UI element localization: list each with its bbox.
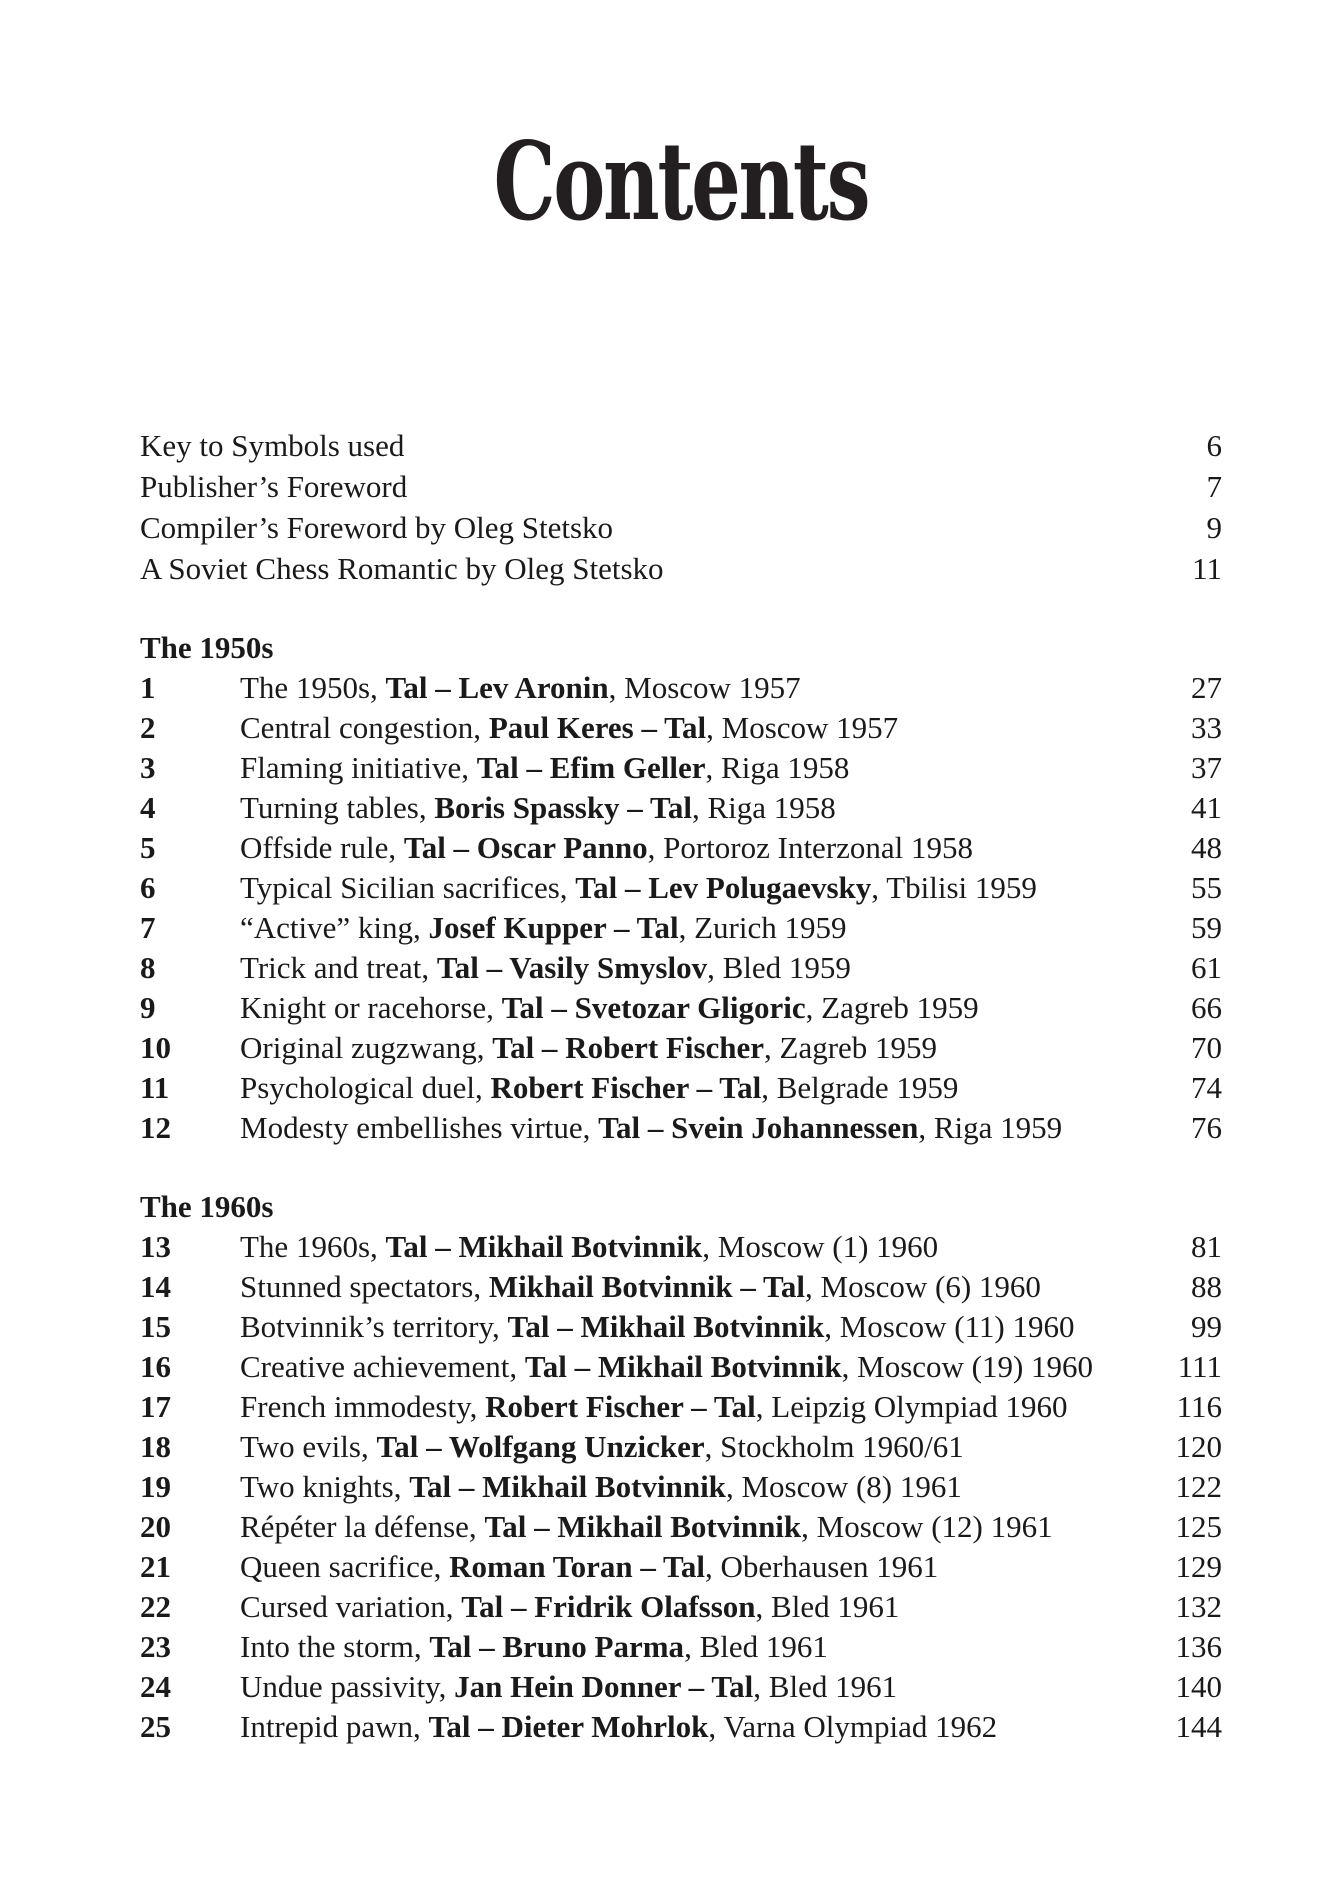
entry-title-prefix: Répéter la défense, — [240, 1509, 485, 1544]
game-number: 5 — [140, 830, 156, 865]
toc-entry — [140, 988, 1222, 1028]
toc-entry — [140, 1667, 1222, 1707]
entry-players: Boris Spassky – Tal — [434, 790, 692, 825]
game-number: 19 — [140, 1469, 171, 1504]
entry-page-number: 6 — [1206, 428, 1222, 463]
entry-title-prefix: Cursed variation, — [240, 1589, 462, 1624]
toc-entry — [140, 708, 1222, 748]
entry-title-prefix: Turning tables, — [240, 790, 435, 825]
game-number: 23 — [140, 1629, 171, 1664]
entry-page-number: 59 — [1191, 910, 1222, 945]
game-number: 21 — [140, 1549, 171, 1584]
entry-players: Tal – Wolfgang Unzicker — [376, 1429, 705, 1464]
game-number: 7 — [140, 910, 156, 945]
entry-players: Tal – Oscar Panno — [403, 830, 648, 865]
entry-players: Roman Toran – Tal — [449, 1549, 705, 1584]
toc-entry — [140, 1627, 1222, 1667]
entry-title — [240, 1227, 1179, 1267]
entry-page-number: 55 — [1191, 870, 1222, 905]
entry-title-prefix: Central congestion, — [240, 710, 489, 745]
entry-title — [240, 908, 1179, 948]
entry-page-number: 125 — [1175, 1509, 1222, 1544]
toc-entry — [140, 1307, 1222, 1347]
entry-page-number: 27 — [1191, 670, 1222, 705]
entry-title — [240, 708, 1179, 748]
table-of-contents — [140, 425, 1222, 1747]
entry-title-prefix: The 1950s, — [240, 670, 386, 705]
entry-page-number: 129 — [1175, 1549, 1222, 1584]
entry-title — [240, 1068, 1179, 1108]
entry-title — [240, 668, 1179, 708]
section-heading: The 1960s — [140, 1189, 274, 1224]
entry-title-prefix: Trick and treat, — [240, 950, 437, 985]
toc-entry — [140, 1267, 1222, 1307]
entry-title-prefix: Queen sacrifice, — [240, 1549, 450, 1584]
game-number: 18 — [140, 1429, 171, 1464]
entry-page-number: 70 — [1191, 1030, 1222, 1065]
entry-page-number: 74 — [1191, 1070, 1222, 1105]
entry-players: Tal – Mikhail Botvinnik — [524, 1349, 842, 1384]
entry-title-suffix: , Riga 1958 — [691, 790, 836, 825]
entry-title — [240, 1028, 1179, 1068]
game-number: 25 — [140, 1709, 171, 1744]
page-title: Contents — [493, 119, 869, 245]
entry-title — [240, 948, 1179, 988]
entry-title — [240, 868, 1179, 908]
entry-page-number: 116 — [1176, 1389, 1222, 1424]
entry-title: Publisher’s Foreword — [140, 469, 408, 504]
entry-page-number: 111 — [1177, 1349, 1222, 1384]
entry-page-number: 41 — [1191, 790, 1222, 825]
entry-title — [240, 1387, 1165, 1427]
game-number: 16 — [140, 1349, 171, 1384]
entry-players: Tal – Mikhail Botvinnik — [385, 1229, 703, 1264]
entry-players: Tal – Mikhail Botvinnik — [409, 1469, 726, 1504]
front-matter-entry — [140, 466, 1222, 507]
entry-title-prefix: Typical Sicilian sacrifices, — [240, 870, 576, 905]
entry-title-suffix: , Moscow (1) 1960 — [702, 1229, 939, 1264]
game-number: 9 — [140, 990, 156, 1025]
entry-players: Paul Keres – Tal — [488, 710, 707, 745]
entry-page-number: 11 — [1192, 551, 1222, 586]
entry-page-number: 136 — [1175, 1629, 1222, 1664]
entry-players: Tal – Mikhail Botvinnik — [507, 1309, 825, 1344]
entry-players: Tal – Efim Geller — [476, 750, 706, 785]
entry-page-number: 37 — [1191, 750, 1222, 785]
entry-title — [240, 1307, 1179, 1347]
toc-entry — [140, 668, 1222, 708]
entry-page-number: 140 — [1175, 1669, 1222, 1704]
entry-players: Tal – Mikhail Botvinnik — [484, 1509, 802, 1544]
entry-title-suffix: , Moscow (11) 1960 — [824, 1309, 1075, 1344]
entry-title — [240, 1707, 1164, 1747]
entry-title — [240, 1587, 1164, 1627]
entry-title-suffix: , Bled 1961 — [753, 1669, 898, 1704]
game-number: 3 — [140, 750, 156, 785]
entry-title-suffix: , Bled 1961 — [755, 1589, 900, 1624]
toc-entry — [140, 948, 1222, 988]
entry-title: A Soviet Chess Romantic by Oleg Stetsko — [140, 551, 664, 586]
game-number: 15 — [140, 1309, 171, 1344]
entry-title-prefix: “Active” king, — [240, 910, 429, 945]
entry-players: Tal – Lev Polugaevsky — [575, 870, 872, 905]
entry-title-prefix: Creative achievement, — [240, 1349, 525, 1384]
game-number: 8 — [140, 950, 156, 985]
entry-title — [240, 1427, 1164, 1467]
entry-title-suffix: , Moscow (12) 1961 — [801, 1509, 1053, 1544]
entry-title — [240, 1347, 1166, 1387]
entry-title-prefix: The 1960s, — [240, 1229, 386, 1264]
entry-title-suffix: , Zagreb 1959 — [764, 1030, 938, 1065]
entry-title-prefix: Psychological duel, — [240, 1070, 491, 1105]
game-number: 2 — [140, 710, 156, 745]
entry-players: Tal – Svetozar Gligoric — [501, 990, 806, 1025]
entry-title — [240, 1667, 1164, 1707]
game-number: 13 — [140, 1229, 171, 1264]
entry-title-suffix: , Tbilisi 1959 — [871, 870, 1037, 905]
toc-entry — [140, 1467, 1222, 1507]
entry-title — [240, 1467, 1164, 1507]
entry-title-suffix: , Stockholm 1960/61 — [704, 1429, 964, 1464]
game-number: 14 — [140, 1269, 171, 1304]
entry-title: Key to Symbols used — [140, 428, 405, 463]
toc-entry — [140, 1587, 1222, 1627]
entry-title-suffix: , Zagreb 1959 — [805, 990, 979, 1025]
game-number: 20 — [140, 1509, 171, 1544]
toc-entry — [140, 748, 1222, 788]
entry-title-suffix: , Moscow 1957 — [706, 710, 899, 745]
entry-title — [240, 828, 1179, 868]
toc-entry — [140, 1068, 1222, 1108]
entry-title — [240, 988, 1179, 1028]
entry-players: Tal – Vasily Smyslov — [436, 950, 708, 985]
entry-page-number: 81 — [1191, 1229, 1222, 1264]
entry-title-suffix: , Riga 1959 — [918, 1110, 1063, 1145]
entry-players: Tal – Lev Aronin — [385, 670, 609, 705]
entry-title-suffix: , Zurich 1959 — [678, 910, 847, 945]
toc-entry — [140, 828, 1222, 868]
entry-title-suffix: , Bled 1959 — [707, 950, 851, 985]
section-heading: The 1950s — [140, 630, 274, 665]
section-1960s — [140, 1187, 1222, 1747]
entry-title-suffix: , Bled 1961 — [684, 1629, 828, 1664]
game-number: 4 — [140, 790, 156, 825]
entry-title — [240, 788, 1179, 828]
game-number: 10 — [140, 1030, 171, 1065]
entry-title-prefix: Flaming initiative, — [240, 750, 477, 785]
entry-players: Tal – Fridrik Olafsson — [461, 1589, 756, 1624]
entry-players: Tal – Bruno Parma — [429, 1629, 685, 1664]
entry-title-suffix: , Belgrade 1959 — [761, 1070, 959, 1105]
entry-page-number: 9 — [1206, 510, 1222, 545]
toc-entry — [140, 1707, 1222, 1747]
entry-title — [240, 1108, 1179, 1148]
entry-title-prefix: Modesty embellishes virtue, — [240, 1110, 599, 1145]
entry-title-suffix: , Varna Olympiad 1962 — [708, 1709, 998, 1744]
entry-page-number: 132 — [1175, 1589, 1222, 1624]
entry-title-suffix: , Leipzig Olympiad 1960 — [755, 1389, 1068, 1424]
entry-title-prefix: French immodesty, — [240, 1389, 486, 1424]
entry-title-suffix: , Oberhausen 1961 — [705, 1549, 939, 1584]
entry-page-number: 48 — [1191, 830, 1222, 865]
entry-title-prefix: Into the storm, — [240, 1629, 430, 1664]
toc-entry — [140, 1227, 1222, 1267]
entry-players: Jan Hein Donner – Tal — [454, 1669, 754, 1704]
entry-page-number: 61 — [1191, 950, 1222, 985]
section-items — [140, 1227, 1222, 1747]
entry-players: Mikhail Botvinnik – Tal — [488, 1269, 805, 1304]
entry-page-number: 122 — [1175, 1469, 1222, 1504]
entry-title — [240, 1267, 1179, 1307]
game-number: 11 — [140, 1070, 170, 1105]
toc-entry — [140, 1387, 1222, 1427]
toc-entry — [140, 1427, 1222, 1467]
entry-title — [240, 748, 1179, 788]
entry-page-number: 99 — [1191, 1309, 1222, 1344]
entry-players: Tal – Dieter Mohrlok — [428, 1709, 709, 1744]
entry-page-number: 76 — [1191, 1110, 1222, 1145]
entry-title-prefix: Stunned spectators, — [240, 1269, 489, 1304]
toc-entry — [140, 1507, 1222, 1547]
front-matter-entry — [140, 548, 1222, 589]
entry-title-prefix: Offside rule, — [240, 830, 404, 865]
entry-page-number: 66 — [1191, 990, 1222, 1025]
game-number: 24 — [140, 1669, 171, 1704]
toc-entry — [140, 868, 1222, 908]
entry-title-suffix: , Moscow (6) 1960 — [805, 1269, 1041, 1304]
game-number: 6 — [140, 870, 156, 905]
entry-title-prefix: Intrepid pawn, — [240, 1709, 429, 1744]
front-matter-entry — [140, 507, 1222, 548]
toc-entry — [140, 1028, 1222, 1068]
game-number: 12 — [140, 1110, 171, 1145]
entry-title-suffix: , Moscow (19) 1960 — [841, 1349, 1094, 1384]
toc-entry — [140, 908, 1222, 948]
section-1950s — [140, 628, 1222, 1148]
entry-page-number: 33 — [1191, 710, 1222, 745]
toc-entry — [140, 788, 1222, 828]
entry-title — [240, 1627, 1164, 1667]
entry-title-suffix: , Portoroz Interzonal 1958 — [647, 830, 974, 865]
entry-players: Tal – Robert Fischer — [492, 1030, 765, 1065]
entry-title-prefix: Undue passivity, — [240, 1669, 455, 1704]
entry-players: Josef Kupper – Tal — [428, 910, 679, 945]
entry-page-number: 7 — [1206, 469, 1222, 504]
entry-title-suffix: , Riga 1958 — [705, 750, 850, 785]
toc-entry — [140, 1347, 1222, 1387]
entry-title-prefix: Original zugzwang, — [240, 1030, 493, 1065]
entry-title-prefix: Knight or racehorse, — [240, 990, 502, 1025]
toc-entry — [140, 1108, 1222, 1148]
game-number: 22 — [140, 1589, 171, 1624]
entry-title — [240, 1547, 1164, 1587]
entry-players: Robert Fischer – Tal — [490, 1070, 762, 1105]
entry-page-number: 120 — [1175, 1429, 1222, 1464]
front-matter-list — [140, 425, 1222, 589]
entry-page-number: 88 — [1191, 1269, 1222, 1304]
entry-page-number: 144 — [1175, 1709, 1222, 1744]
entry-title-prefix: Two knights, — [240, 1469, 410, 1504]
section-items — [140, 668, 1222, 1148]
game-number: 17 — [140, 1389, 171, 1424]
entry-title-suffix: , Moscow (8) 1961 — [725, 1469, 962, 1504]
entry-title-prefix: Two evils, — [240, 1429, 377, 1464]
entry-players: Robert Fischer – Tal — [485, 1389, 756, 1424]
entry-title — [240, 1507, 1164, 1547]
toc-entry — [140, 1547, 1222, 1587]
entry-title: Compiler’s Foreword by Oleg Stetsko — [140, 510, 614, 545]
front-matter-entry — [140, 425, 1222, 466]
entry-title-suffix: , Moscow 1957 — [608, 670, 801, 705]
game-number: 1 — [140, 670, 156, 705]
entry-players: Tal – Svein Johannessen — [598, 1110, 919, 1145]
entry-title-prefix: Botvinnik’s territory, — [240, 1309, 508, 1344]
